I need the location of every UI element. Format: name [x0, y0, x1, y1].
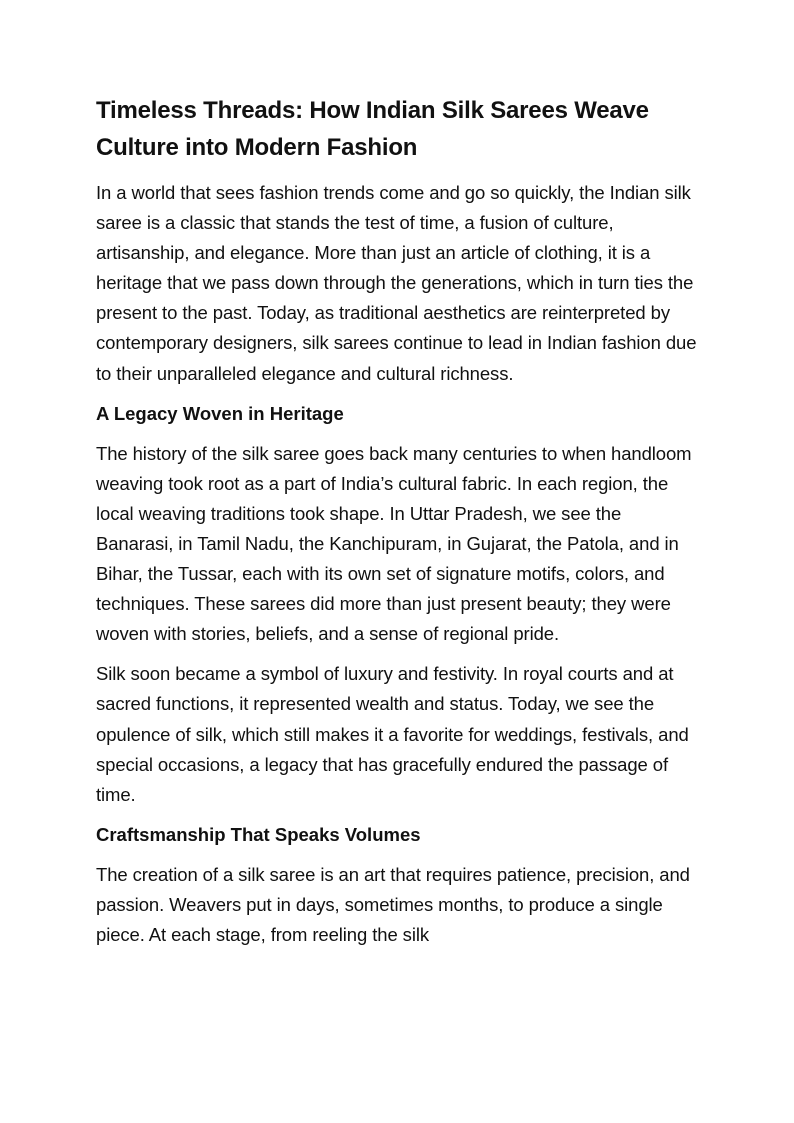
intro-paragraph: In a world that sees fashion trends come and go so quickly, the Indian silk saree is a classic that stands the test of time, a fusion of culture, artisanship, and elegance. More than just an article of clothing, it is a heritage that we pass down through the generations, which in turn ties the present to the past. Today, as traditional aesthetics are reinterpreted by contemporary designers, silk sarees continue to lead in Indian fashion due to their unparalleled elegance and cultural richness.: [96, 182, 697, 384]
article-title: Timeless Threads: How Indian Silk Sarees Weave Culture into Modern Fashion: [96, 97, 649, 161]
section-heading-legacy: A Legacy Woven in Heritage: [96, 402, 344, 424]
section-heading-craftsmanship: Craftsmanship That Speaks Volumes: [96, 823, 421, 845]
legacy-paragraph-1: The history of the silk saree goes back many centuries to when handloom weaving took root as a part of India’s cultural fabric. In each region, the local weaving traditions took shape. In Uttar Pradesh, we see the Banarasi, in Tamil Nadu, the Kanchipuram, in Gujarat, the Patola, and in Bihar, the Tussar, each with its own set of signature motifs, colors, and techniques. These sarees did more than just present beauty; they were woven with stories, beliefs, and a sense of regional pride.: [96, 442, 692, 645]
craftsmanship-paragraph-1: The creation of a silk saree is an art that requires patience, precision, and passion. Weavers put in days, sometimes months, to produce a single piece. At each stage, from reeling the silk: [96, 863, 690, 945]
legacy-paragraph-2: Silk soon became a symbol of luxury and festivity. In royal courts and at sacred functions, it represented wealth and status. Today, we see the opulence of silk, which still makes it a favorite for weddings, festivals, and special occasions, a legacy that has gracefully endured the passage of time.: [96, 663, 689, 805]
document-page: [96, 92, 702, 960]
